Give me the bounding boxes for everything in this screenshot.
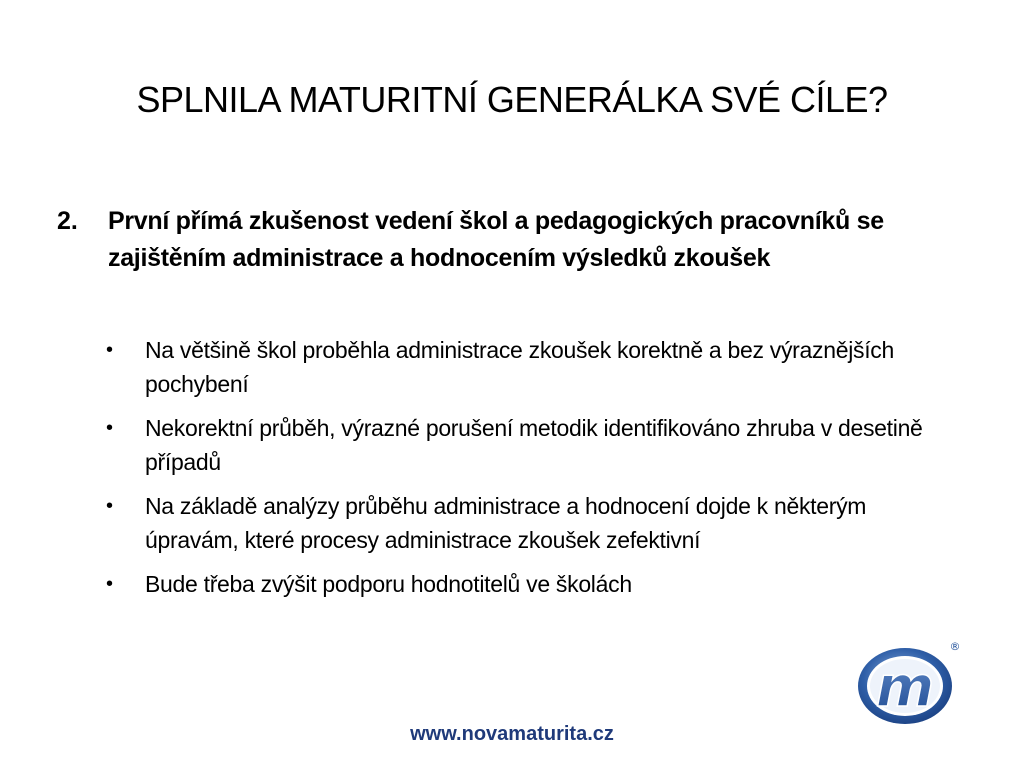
point-number: 2. <box>57 207 78 235</box>
bullet-text: Na většině škol proběhla administrace zkoušek korektně a bez výraznějších pochybení <box>145 337 894 397</box>
slide-title: SPLNILA MATURITNÍ GENERÁLKA SVÉ CÍLE? <box>136 79 888 120</box>
bullet-item <box>106 333 936 401</box>
bullet-text: Na základě analýzy průběhu administrace a hodnocení dojde k některým úpravám, které procesy administrace zkoušek zefektivní <box>145 493 867 553</box>
bullet-icon: • <box>106 573 113 595</box>
svg-text:m: m <box>875 655 935 720</box>
novamaturita-m-logo-icon <box>855 638 965 728</box>
svg-text:®: ® <box>949 640 961 653</box>
numbered-point <box>57 203 917 277</box>
bullet-icon: • <box>106 495 113 517</box>
bullet-item <box>106 411 936 479</box>
bullet-icon: • <box>106 339 113 361</box>
bullet-list <box>106 333 936 611</box>
point-text: První přímá zkušenost vedení škol a pedagogických pracovníků se zajištěním administrace a hodnocením výsledků zkoušek <box>108 207 884 272</box>
bullet-text: Bude třeba zvýšit podporu hodnotitelů ve školách <box>145 571 632 597</box>
bullet-text: Nekorektní průběh, výrazné porušení metodik identifikováno zhruba v desetině případů <box>145 415 923 475</box>
bullet-item <box>106 489 936 557</box>
bullet-item <box>106 567 936 601</box>
footer-url[interactable]: www.novamaturita.cz <box>410 723 614 745</box>
bullet-icon: • <box>106 417 113 439</box>
